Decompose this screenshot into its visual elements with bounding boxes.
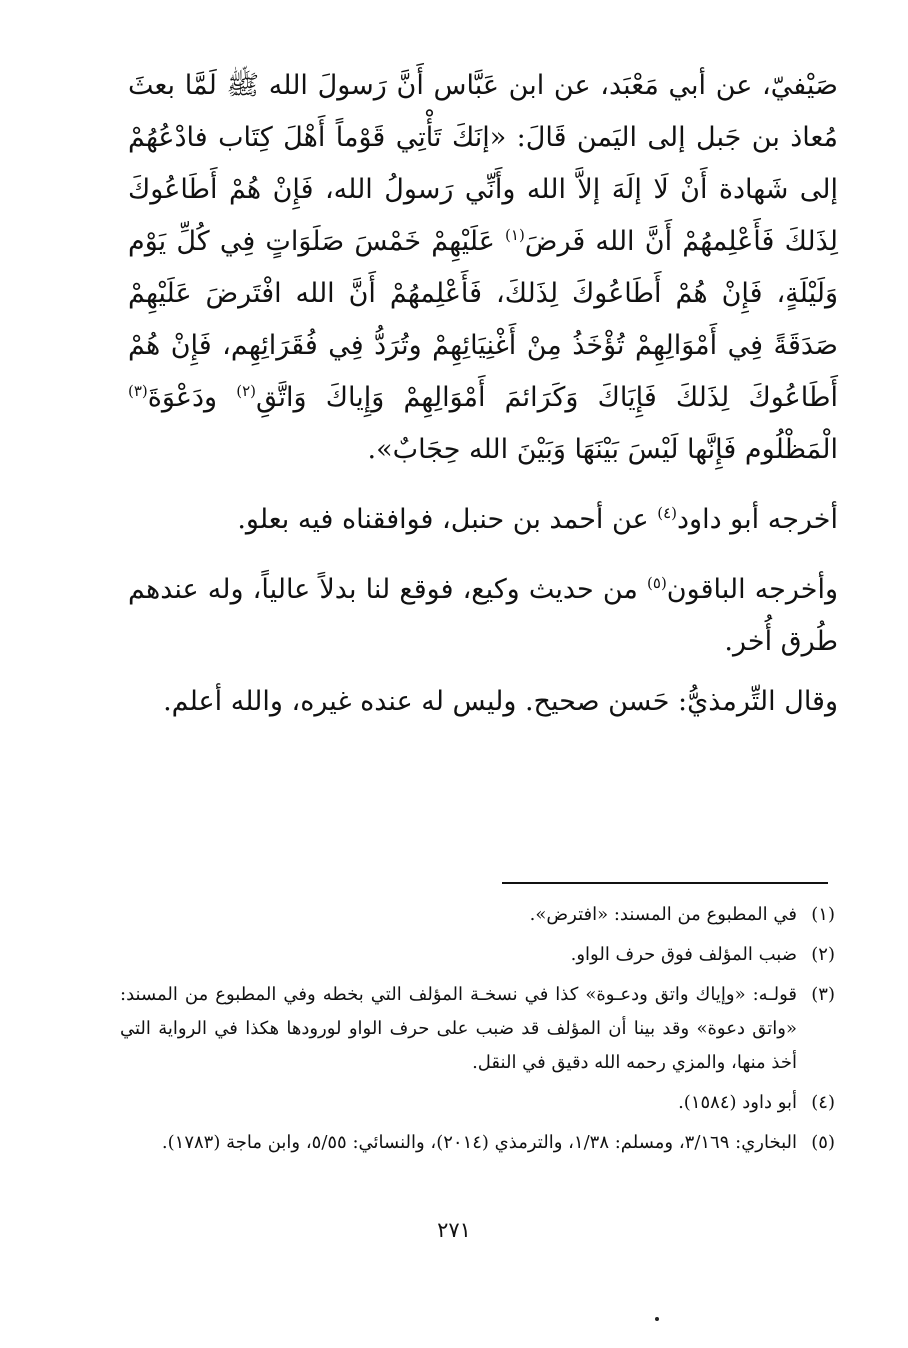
others-text-start: وأخرجه الباقون — [666, 574, 839, 605]
hadith-text-middle: عَلَيْهِمْ خَمْسَ صَلَوَاتٍ فِي كُلِّ يَوْم وَلَيْلَةٍ، فَإِنْ هُمْ أَطَاعُوكَ لِذَلكَ، فَأَعْلِمهُمْ أَنَّ الله افْتَرضَ عَلَيْهِمْ صَدَقَةً فِي أَمْوَالِهِمْ تُؤْخَذُ مِنْ أَغْنِيَائِهِمْ وتُرَدُّ فِي فُقَرَائِهِم، فَإِنْ هُمْ أَطَاعُوكَ لِذَلكَ فَإِيَاكَ وَكَرَائمَ أَمْوَالِهِمْ وَإِياكَ وَاتَّقِ — [128, 226, 838, 413]
abu-dawud-text-start: أخرجه أبو داود — [677, 504, 838, 535]
main-text — [128, 60, 838, 728]
footnote-5 — [120, 1126, 835, 1160]
abu-dawud-paragraph — [128, 494, 838, 546]
hadith-paragraph — [128, 60, 838, 476]
footnote-ref-1: (١) — [505, 226, 525, 244]
footnote-ref-5: (٥) — [647, 574, 667, 592]
others-text-end: من حديث وكيع، فوقع لنا بدلاً عالياً، وله عندهم طُرق أُخر. — [128, 574, 838, 657]
footnote-ref-4: (٤) — [657, 504, 678, 522]
hadith-text-start: صَيْفيّ، عن أبي مَعْبَد، عن ابن عَبَّاس أَنَّ رَسولَ الله ﷺ لَمَّا بعثَ مُعاذ بن جَبل إلى اليَمن قَالَ: «إنَكَ تَأْتِي قَوْماً أَهْلَ كِتَاب فادْعُهُمْ إلى شَهادة أَنْ لَا إلَهَ إلاَّ الله وأَنِّي رَسولُ الله، فَإِنْ هُمْ أَطَاعُوكَ لِذَلكَ فَأَعْلِمهُمْ أَنَّ الله فَرضَ — [128, 70, 839, 257]
footnote-text: أبو داود (١٥٨٤). — [678, 1092, 797, 1113]
footnote-number: (٣) — [811, 984, 835, 1005]
footnote-text: ضبب المؤلف فوق حرف الواو. — [570, 944, 797, 965]
footnote-number: (٢) — [811, 944, 835, 965]
footnote-text: في المطبوع من المسند: «افترض». — [529, 904, 797, 925]
footnotes — [120, 898, 835, 1166]
others-paragraph — [128, 564, 838, 668]
footnote-4 — [120, 1086, 835, 1120]
footnote-separator — [502, 882, 828, 884]
footnote-number: (٤) — [811, 1092, 835, 1113]
footnote-ref-2: (٢) — [236, 382, 256, 400]
footnote-number: (٥) — [811, 1132, 835, 1153]
footnote-ref-3: (٣) — [128, 382, 148, 400]
footnote-3 — [120, 978, 835, 1080]
footnote-1 — [120, 898, 835, 932]
footnote-text: قولـه: «وإياك واتق ودعـوة» كذا في نسخـة المؤلف التي بخطه وفي المطبوع من المسند: «واتق دعوة» وقد بينا أن المؤلف قد ضبب على حرف الواو لورودها هكذا في الرواية التي أخذ منها، والمزي رحمه الله دقيق في النقل. — [120, 984, 797, 1073]
page-number: ٢٧١ — [437, 1218, 471, 1242]
hadith-text-end: الْمَظْلُوم فَإِنَّها لَيْسَ بَيْنَهَا وَبَيْنَ الله حِجَابٌ». — [367, 434, 838, 465]
footnote-2 — [120, 938, 835, 972]
hadith-text-middle-2: ودَعْوَةَ — [147, 382, 237, 413]
footnote-text: البخاري: ٣/١٦٩، ومسلم: ١/٣٨، والترمذي (٢٠١٤)، والنسائي: ٥/٥٥، وابن ماجة (١٧٨٣). — [161, 1132, 797, 1153]
abu-dawud-text-end: عن أحمد بن حنبل، فوافقناه فيه بعلو. — [237, 504, 658, 535]
tirmidhi-paragraph: وقال التِّرمذيُّ: حَسن صحيح. وليس له عنده غيره، والله أعلم. — [163, 686, 838, 717]
footnote-number: (١) — [811, 904, 835, 925]
scan-speck — [655, 1317, 659, 1321]
